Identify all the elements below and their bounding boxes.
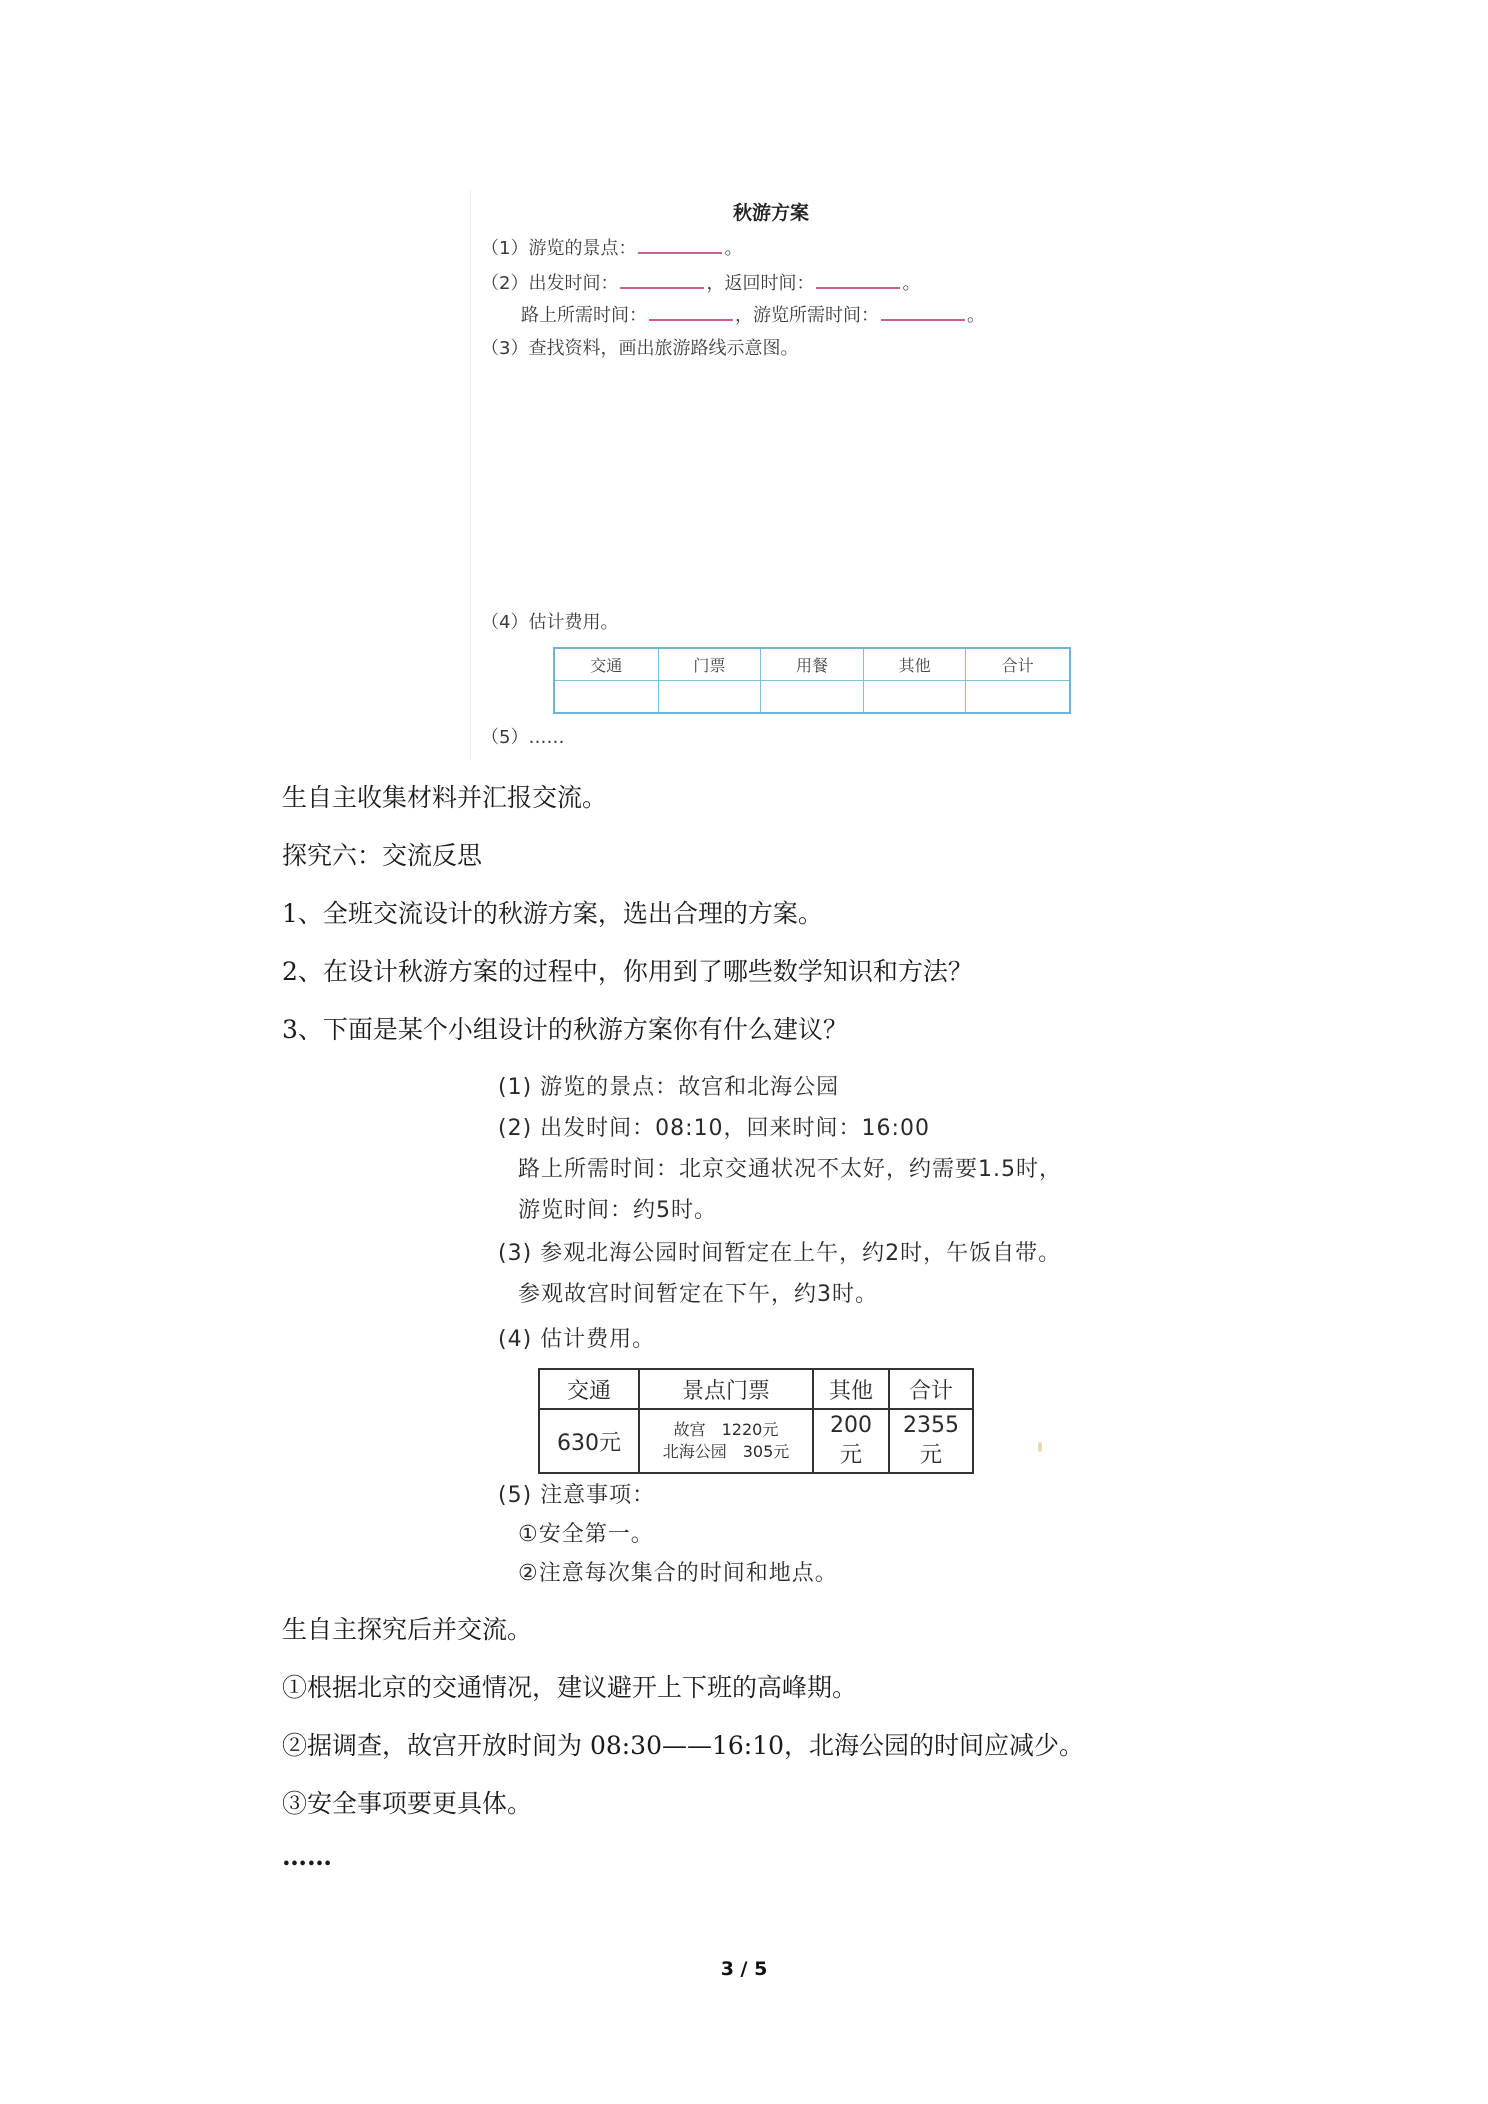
plan-item-2b: 路上所需时间： ，游览所需时间： 。 [521,305,985,326]
hand-line: (1) 游览的景点：故宫和北海公园 [498,1075,840,1100]
hand-line: 参观故宫时间暂定在下午，约3时。 [518,1282,878,1307]
page-number: 3 / 5 [720,1958,768,1980]
hand-line: (3) 参观北海公园时间暂定在上午，约2时，午饭自带。 [498,1241,1062,1266]
cost-header-cell: 用餐 [761,648,864,681]
cost-cell [863,681,966,714]
cost-table-header-row [554,648,1070,681]
plan-item-5: （5）…… [481,727,565,748]
hand-line: (5) 注意事项： [498,1483,656,1508]
cost-cell [658,681,761,714]
plan-item-4: （4）估计费用。 [481,612,619,633]
paragraph: ①根据北京的交通情况，建议避开上下班的高峰期。 [282,1673,858,1702]
hand-line: 路上所需时间：北京交通状况不太好，约需要1.5时， [518,1157,1062,1182]
paragraph: 生自主收集材料并汇报交流。 [282,783,608,812]
hand-cell-tickets [639,1409,813,1473]
hand-cell-total: 2355元 [889,1409,973,1473]
hand-line: (2) 出发时间：08:10，回来时间：16:00 [498,1116,930,1141]
plan-item-2: （2）出发时间： ，返回时间： 。 [481,273,921,294]
autumn-trip-plan-figure [470,190,1071,760]
hand-line: ①安全第一。 [518,1522,654,1547]
blank-line [620,273,704,289]
paragraph: 1、全班交流设计的秋游方案，选出合理的方案。 [282,899,823,928]
paragraph: ③安全事项要更具体。 [282,1789,533,1818]
cost-table-empty-row [554,681,1070,714]
paragraph: 2、在设计秋游方案的过程中，你用到了哪些数学知识和方法？ [282,957,973,986]
cost-header-cell: 合计 [966,648,1070,681]
ellipsis: …… [282,1842,332,1871]
blank-line [881,305,965,321]
blank-line [816,273,900,289]
scan-speck [1038,1442,1042,1452]
hand-header-cell: 交通 [539,1369,639,1409]
cost-table [553,647,1071,714]
hand-table-header-row [539,1369,973,1409]
hand-line: ②注意每次集合的时间和地点。 [518,1561,838,1586]
hand-table-row [539,1409,973,1473]
cost-cell [761,681,864,714]
hand-cell-transport: 630元 [539,1409,639,1473]
blank-line [649,305,733,321]
plan-item-3: （3）查找资料，画出旅游路线示意图。 [481,338,799,359]
hand-line: 游览时间：约5时。 [518,1198,717,1223]
ticket-beihai: 北海公园 305元 [662,1442,790,1461]
hand-header-cell: 其他 [813,1369,889,1409]
hand-header-cell: 合计 [889,1369,973,1409]
cost-cell [966,681,1070,714]
paragraph: ②据调查，故宫开放时间为 08:30——16:10，北海公园的时间应减少。 [282,1731,1085,1760]
hand-line: (4) 估计费用。 [498,1327,656,1352]
cost-header-cell: 交通 [554,648,658,681]
handwritten-plan-figure [498,1060,1062,1600]
ticket-gugong: 故宫 1220元 [673,1420,779,1439]
hand-header-cell: 景点门票 [639,1369,813,1409]
plan-item-1: （1）游览的景点： 。 [481,238,743,259]
cost-cell [554,681,658,714]
blank-line [638,238,722,254]
cost-header-cell: 其他 [863,648,966,681]
section-heading: 探究六：交流反思 [282,841,483,870]
paragraph: 3、下面是某个小组设计的秋游方案你有什么建议？ [282,1015,848,1044]
cost-header-cell: 门票 [658,648,761,681]
hand-cell-other: 200元 [813,1409,889,1473]
paragraph: 生自主探究后并交流。 [282,1615,533,1644]
handwritten-cost-table [538,1368,974,1474]
plan-title: 秋游方案 [732,202,809,224]
